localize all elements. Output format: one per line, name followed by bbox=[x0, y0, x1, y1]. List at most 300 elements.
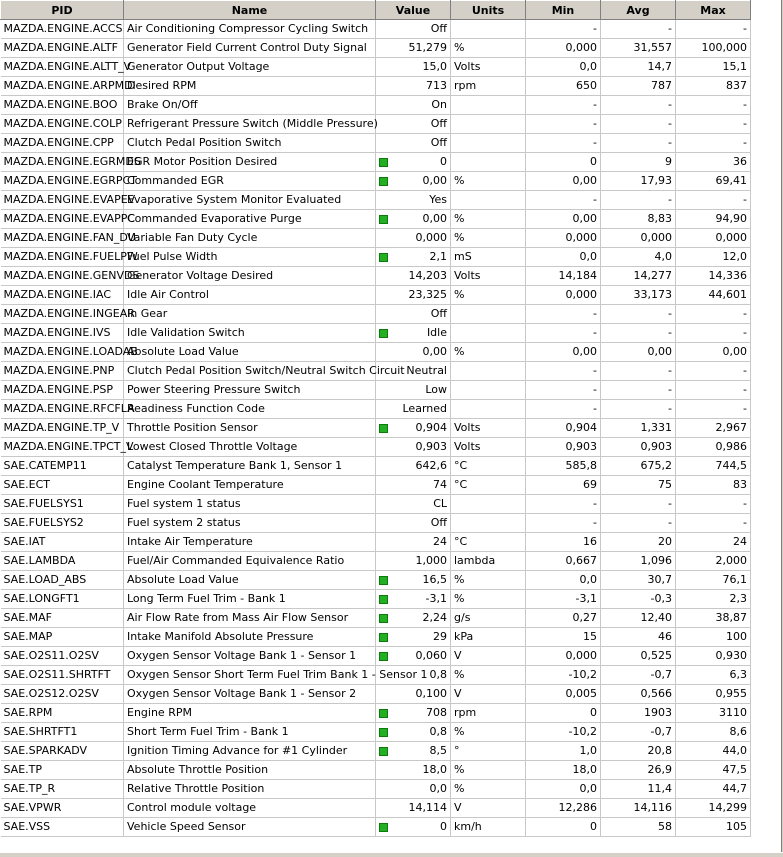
table-row[interactable] bbox=[1, 77, 751, 96]
min-cell-text: - bbox=[593, 117, 597, 130]
min-cell-text: 0,000 bbox=[565, 649, 597, 662]
avg-cell-text: -0,3 bbox=[650, 592, 672, 605]
value-cell bbox=[376, 799, 451, 818]
min-cell bbox=[526, 77, 601, 96]
table-row[interactable] bbox=[1, 343, 751, 362]
pid-cell bbox=[1, 723, 124, 742]
units-cell bbox=[451, 533, 526, 552]
name-cell bbox=[124, 191, 376, 210]
units-cell bbox=[451, 77, 526, 96]
max-cell-text: 744,5 bbox=[715, 459, 747, 472]
graph-indicator-icon[interactable] bbox=[379, 728, 388, 737]
max-cell bbox=[676, 495, 751, 514]
pid-cell bbox=[1, 419, 124, 438]
graph-indicator-icon[interactable] bbox=[379, 823, 388, 832]
table-row[interactable] bbox=[1, 419, 751, 438]
table-row[interactable] bbox=[1, 381, 751, 400]
max-cell bbox=[676, 723, 751, 742]
max-cell bbox=[676, 343, 751, 362]
name-cell bbox=[124, 590, 376, 609]
avg-cell bbox=[601, 666, 676, 685]
max-cell bbox=[676, 514, 751, 533]
max-cell bbox=[676, 210, 751, 229]
name-cell-text: Generator Voltage Desired bbox=[127, 269, 274, 282]
avg-cell bbox=[601, 533, 676, 552]
min-cell-text: - bbox=[593, 516, 597, 529]
units-cell-text: % bbox=[454, 41, 465, 54]
value-cell bbox=[376, 172, 451, 191]
min-cell bbox=[526, 723, 601, 742]
graph-indicator-icon[interactable] bbox=[379, 652, 388, 661]
pid-cell bbox=[1, 742, 124, 761]
units-cell bbox=[451, 476, 526, 495]
units-cell bbox=[451, 419, 526, 438]
table-row[interactable] bbox=[1, 723, 751, 742]
units-cell bbox=[451, 571, 526, 590]
table-row[interactable] bbox=[1, 761, 751, 780]
pid-cell-text: MAZDA.ENGINE.EVAPPC bbox=[3, 212, 136, 225]
column-header-pid[interactable]: PID bbox=[1, 1, 124, 20]
table-row[interactable] bbox=[1, 533, 751, 552]
value-cell-text: Off bbox=[430, 136, 447, 149]
table-row[interactable] bbox=[1, 704, 751, 723]
max-cell-text: 44,601 bbox=[708, 288, 747, 301]
value-cell bbox=[376, 685, 451, 704]
name-cell bbox=[124, 647, 376, 666]
pid-cell-text: SAE.LOAD_ABS bbox=[3, 573, 87, 586]
max-cell-text: 94,90 bbox=[715, 212, 747, 225]
table-row[interactable] bbox=[1, 476, 751, 495]
name-cell bbox=[124, 58, 376, 77]
pid-cell bbox=[1, 381, 124, 400]
table-row[interactable] bbox=[1, 495, 751, 514]
pid-cell-text: MAZDA.ENGINE.PNP bbox=[3, 364, 115, 377]
min-cell bbox=[526, 685, 601, 704]
min-cell bbox=[526, 704, 601, 723]
avg-cell bbox=[601, 324, 676, 343]
max-cell bbox=[676, 58, 751, 77]
column-header-avg[interactable]: Avg bbox=[601, 1, 676, 20]
avg-cell bbox=[601, 685, 676, 704]
max-cell-text: 14,336 bbox=[708, 269, 747, 282]
max-cell bbox=[676, 533, 751, 552]
value-cell bbox=[376, 229, 451, 248]
avg-cell-text: 31,557 bbox=[633, 41, 672, 54]
pid-cell bbox=[1, 191, 136, 210]
pid-cell-text: SAE.RPM bbox=[3, 706, 53, 719]
value-cell bbox=[376, 476, 451, 495]
min-cell bbox=[526, 438, 601, 457]
table-row[interactable] bbox=[1, 153, 751, 172]
pid-cell bbox=[1, 286, 124, 305]
min-cell bbox=[526, 742, 601, 761]
units-cell-text: % bbox=[454, 288, 465, 301]
value-cell-text: 2,24 bbox=[422, 611, 447, 624]
value-cell bbox=[376, 191, 451, 210]
pid-cell bbox=[1, 267, 140, 286]
avg-cell bbox=[601, 609, 676, 628]
avg-cell bbox=[601, 628, 676, 647]
units-cell bbox=[451, 799, 526, 818]
min-cell bbox=[526, 552, 601, 571]
units-cell bbox=[451, 685, 526, 704]
pid-cell bbox=[1, 476, 124, 495]
min-cell bbox=[526, 210, 601, 229]
avg-cell-text: - bbox=[668, 497, 672, 510]
name-cell bbox=[124, 172, 376, 191]
value-cell bbox=[376, 381, 451, 400]
min-cell-text: 650 bbox=[576, 79, 597, 92]
avg-cell-text: - bbox=[668, 402, 672, 415]
max-cell bbox=[676, 799, 751, 818]
max-cell bbox=[676, 134, 751, 153]
value-cell bbox=[376, 761, 451, 780]
table-row[interactable] bbox=[1, 818, 751, 837]
name-cell-text: Power Steering Pressure Switch bbox=[127, 383, 301, 396]
table-row[interactable] bbox=[1, 39, 751, 58]
avg-cell-text: 0,525 bbox=[640, 649, 672, 662]
table-row[interactable] bbox=[1, 115, 751, 134]
table-row[interactable] bbox=[1, 286, 751, 305]
value-cell-text: On bbox=[431, 98, 447, 111]
value-cell bbox=[376, 153, 451, 172]
units-cell bbox=[451, 362, 526, 381]
max-cell-text: 105 bbox=[726, 820, 747, 833]
name-cell-text: Absolute Load Value bbox=[127, 573, 239, 586]
name-cell bbox=[124, 685, 376, 704]
graph-indicator-icon[interactable] bbox=[379, 709, 388, 718]
pid-cell bbox=[1, 666, 124, 685]
column-header-min[interactable]: Min bbox=[526, 1, 601, 20]
avg-cell-text: 20,8 bbox=[647, 744, 672, 757]
units-cell bbox=[451, 153, 526, 172]
max-cell-text: - bbox=[743, 307, 747, 320]
max-cell-text: 36 bbox=[733, 155, 747, 168]
name-cell-text: Catalyst Temperature Bank 1, Sensor 1 bbox=[127, 459, 343, 472]
value-cell bbox=[376, 134, 451, 153]
units-cell bbox=[451, 229, 526, 248]
table-row[interactable] bbox=[1, 58, 751, 77]
table-row[interactable] bbox=[1, 267, 751, 286]
min-cell-text: - bbox=[593, 193, 597, 206]
value-cell bbox=[376, 362, 451, 381]
table-row[interactable] bbox=[1, 590, 751, 609]
value-cell bbox=[376, 324, 451, 343]
avg-cell bbox=[601, 761, 676, 780]
min-cell-text: 15 bbox=[583, 630, 597, 643]
table-row[interactable] bbox=[1, 191, 751, 210]
graph-indicator-icon[interactable] bbox=[379, 633, 388, 642]
graph-indicator-icon[interactable] bbox=[379, 158, 388, 167]
avg-cell bbox=[601, 210, 676, 229]
table-row[interactable] bbox=[1, 172, 751, 191]
name-cell-text: Commanded EGR bbox=[127, 174, 224, 187]
min-cell bbox=[526, 476, 601, 495]
graph-indicator-icon[interactable] bbox=[379, 215, 388, 224]
avg-cell-text: 46 bbox=[658, 630, 672, 643]
value-cell bbox=[376, 780, 451, 799]
value-cell bbox=[376, 628, 451, 647]
avg-cell bbox=[601, 476, 676, 495]
avg-cell-text: - bbox=[668, 364, 672, 377]
name-cell-text: Intake Air Temperature bbox=[127, 535, 253, 548]
units-cell bbox=[451, 286, 526, 305]
table-row[interactable] bbox=[1, 96, 751, 115]
name-cell-text: Variable Fan Duty Cycle bbox=[127, 231, 258, 244]
table-row[interactable] bbox=[1, 362, 751, 381]
pid-cell bbox=[1, 514, 124, 533]
pid-cell bbox=[1, 818, 124, 837]
units-cell-text: V bbox=[454, 687, 462, 700]
max-cell-text: 69,41 bbox=[715, 174, 747, 187]
table-row[interactable] bbox=[1, 666, 751, 685]
table-row[interactable] bbox=[1, 514, 751, 533]
max-cell-text: 0,000 bbox=[715, 231, 747, 244]
pid-cell bbox=[1, 533, 124, 552]
graph-indicator-icon[interactable] bbox=[379, 424, 388, 433]
value-cell-text: Yes bbox=[429, 193, 447, 206]
min-cell bbox=[526, 134, 601, 153]
table-row[interactable] bbox=[1, 799, 751, 818]
min-cell-text: - bbox=[593, 364, 597, 377]
column-header-name[interactable]: Name bbox=[124, 1, 376, 20]
units-cell bbox=[451, 438, 526, 457]
min-cell bbox=[526, 381, 601, 400]
name-cell bbox=[124, 115, 376, 134]
min-cell-text: 18,0 bbox=[572, 763, 597, 776]
table-row[interactable] bbox=[1, 647, 751, 666]
max-cell-text: 0,955 bbox=[715, 687, 747, 700]
min-cell bbox=[526, 514, 601, 533]
table-row[interactable] bbox=[1, 20, 751, 39]
table-row[interactable] bbox=[1, 324, 751, 343]
pid-cell-text: SAE.O2S11.SHRTFT bbox=[3, 668, 111, 681]
name-cell bbox=[124, 400, 376, 419]
name-cell bbox=[124, 704, 376, 723]
min-cell bbox=[526, 324, 601, 343]
table-row[interactable] bbox=[1, 457, 751, 476]
table-row[interactable] bbox=[1, 571, 751, 590]
min-cell-text: - bbox=[593, 98, 597, 111]
avg-cell-text: 0,00 bbox=[647, 345, 672, 358]
avg-cell-text: 9 bbox=[665, 155, 672, 168]
pid-cell-text: SAE.SHRTFT1 bbox=[3, 725, 78, 738]
min-cell bbox=[526, 818, 601, 837]
min-cell bbox=[526, 305, 601, 324]
column-header-value[interactable]: Value bbox=[376, 1, 451, 20]
name-cell-text: Idle Air Control bbox=[127, 288, 209, 301]
units-cell-text: rpm bbox=[454, 79, 477, 92]
pid-cell bbox=[1, 571, 124, 590]
units-cell bbox=[451, 457, 526, 476]
units-cell bbox=[451, 39, 526, 58]
name-cell-text: Oxygen Sensor Short Term Fuel Trim Bank 1 - Sensor 1 bbox=[127, 668, 428, 681]
avg-cell bbox=[601, 115, 676, 134]
avg-cell bbox=[601, 58, 676, 77]
value-cell bbox=[376, 704, 451, 723]
graph-indicator-icon[interactable] bbox=[379, 747, 388, 756]
value-cell bbox=[376, 115, 451, 134]
name-cell-text: In Gear bbox=[127, 307, 168, 320]
avg-cell-text: 11,4 bbox=[647, 782, 672, 795]
avg-cell bbox=[601, 647, 676, 666]
table-row[interactable] bbox=[1, 742, 751, 761]
name-cell bbox=[124, 343, 376, 362]
graph-indicator-icon[interactable] bbox=[379, 177, 388, 186]
name-cell-text: Brake On/Off bbox=[127, 98, 198, 111]
avg-cell bbox=[601, 362, 676, 381]
value-cell bbox=[376, 343, 451, 362]
pid-cell bbox=[1, 609, 124, 628]
graph-indicator-icon[interactable] bbox=[379, 595, 388, 604]
units-cell bbox=[451, 628, 526, 647]
min-cell bbox=[526, 647, 601, 666]
pid-cell-text: SAE.IAT bbox=[3, 535, 46, 548]
name-cell-text: Fuel Pulse Width bbox=[127, 250, 218, 263]
max-cell bbox=[676, 609, 751, 628]
name-cell bbox=[124, 286, 376, 305]
max-cell-text: 12,0 bbox=[722, 250, 747, 263]
name-cell bbox=[124, 761, 376, 780]
table-row[interactable] bbox=[1, 685, 751, 704]
avg-cell-text: -0,7 bbox=[650, 725, 672, 738]
min-cell bbox=[526, 172, 601, 191]
avg-cell-text: 1903 bbox=[644, 706, 672, 719]
table-row[interactable] bbox=[1, 210, 751, 229]
value-cell-text: 74 bbox=[433, 478, 447, 491]
min-cell-text: 0,0 bbox=[579, 573, 597, 586]
max-cell bbox=[676, 704, 751, 723]
table-row[interactable] bbox=[1, 628, 751, 647]
value-cell bbox=[376, 495, 451, 514]
units-cell bbox=[451, 210, 526, 229]
name-cell bbox=[124, 267, 376, 286]
column-header-max[interactable]: Max bbox=[676, 1, 751, 20]
name-cell bbox=[124, 476, 376, 495]
min-cell-text: 0,904 bbox=[565, 421, 597, 434]
min-cell-text: 12,286 bbox=[558, 801, 597, 814]
pid-cell bbox=[1, 343, 138, 362]
avg-cell-text: - bbox=[668, 307, 672, 320]
name-cell bbox=[124, 571, 376, 590]
units-cell-text: % bbox=[454, 231, 465, 244]
table-row[interactable] bbox=[1, 134, 751, 153]
pid-cell-text: SAE.VSS bbox=[3, 820, 51, 833]
name-cell bbox=[124, 248, 376, 267]
min-cell bbox=[526, 799, 601, 818]
units-cell bbox=[451, 400, 526, 419]
avg-cell-text: 33,173 bbox=[633, 288, 672, 301]
min-cell-text: 0,00 bbox=[572, 345, 597, 358]
max-cell-text: - bbox=[743, 383, 747, 396]
graph-indicator-icon[interactable] bbox=[379, 329, 388, 338]
pid-cell bbox=[1, 590, 124, 609]
table-row[interactable] bbox=[1, 438, 751, 457]
max-cell bbox=[676, 286, 751, 305]
table-row[interactable] bbox=[1, 552, 751, 571]
pid-cell-text: MAZDA.ENGINE.EGRPCT bbox=[3, 174, 137, 187]
units-cell bbox=[451, 381, 526, 400]
units-cell-text: °C bbox=[454, 478, 468, 491]
avg-cell-text: 14,277 bbox=[633, 269, 672, 282]
graph-indicator-icon[interactable] bbox=[379, 253, 388, 262]
name-cell bbox=[124, 533, 376, 552]
units-cell bbox=[451, 324, 526, 343]
value-cell-text: 0,8 bbox=[429, 668, 447, 681]
name-cell-text: Desired RPM bbox=[127, 79, 197, 92]
max-cell bbox=[676, 685, 751, 704]
table-row[interactable] bbox=[1, 609, 751, 628]
pid-cell bbox=[1, 761, 124, 780]
avg-cell bbox=[601, 343, 676, 362]
min-cell-text: 0,000 bbox=[565, 231, 597, 244]
avg-cell-text: 787 bbox=[651, 79, 672, 92]
graph-indicator-icon[interactable] bbox=[379, 576, 388, 585]
name-cell bbox=[124, 495, 376, 514]
pid-cell bbox=[1, 96, 124, 115]
table-row[interactable] bbox=[1, 248, 751, 267]
min-cell bbox=[526, 780, 601, 799]
pid-cell bbox=[1, 457, 124, 476]
table-row[interactable] bbox=[1, 305, 751, 324]
table-row[interactable] bbox=[1, 780, 751, 799]
avg-cell bbox=[601, 267, 676, 286]
avg-cell bbox=[601, 39, 676, 58]
max-cell-text: 44,0 bbox=[722, 744, 747, 757]
pid-cell-text: MAZDA.ENGINE.EGRMDS bbox=[3, 155, 141, 168]
units-cell bbox=[451, 343, 526, 362]
avg-cell bbox=[601, 723, 676, 742]
max-cell-text: 44,7 bbox=[722, 782, 747, 795]
units-cell bbox=[451, 666, 526, 685]
value-cell-text: 0,903 bbox=[415, 440, 447, 453]
units-cell bbox=[451, 514, 526, 533]
min-cell-text: 16 bbox=[583, 535, 597, 548]
min-cell-text: -10,2 bbox=[568, 668, 597, 681]
units-cell bbox=[451, 191, 526, 210]
name-cell-text: Clutch Pedal Position Switch bbox=[127, 136, 282, 149]
graph-indicator-icon[interactable] bbox=[379, 614, 388, 623]
avg-cell bbox=[601, 305, 676, 324]
table-row[interactable] bbox=[1, 400, 751, 419]
units-cell bbox=[451, 134, 526, 153]
value-cell-text: Learned bbox=[402, 402, 447, 415]
avg-cell bbox=[601, 799, 676, 818]
units-cell bbox=[451, 552, 526, 571]
column-header-units[interactable]: Units bbox=[451, 1, 526, 20]
table-row[interactable] bbox=[1, 229, 751, 248]
avg-cell bbox=[601, 134, 676, 153]
pid-cell-text: MAZDA.ENGINE.ALTT_V bbox=[3, 60, 132, 73]
avg-cell-text: 17,93 bbox=[640, 174, 672, 187]
pid-cell bbox=[1, 552, 124, 571]
value-cell-text: 23,325 bbox=[408, 288, 447, 301]
horizontal-scrollbar[interactable] bbox=[0, 852, 783, 857]
max-cell-text: 38,87 bbox=[715, 611, 747, 624]
max-cell-text: 14,299 bbox=[708, 801, 747, 814]
avg-cell-text: 14,7 bbox=[647, 60, 672, 73]
avg-cell-text: - bbox=[668, 383, 672, 396]
max-cell bbox=[676, 39, 751, 58]
units-cell-text: % bbox=[454, 573, 465, 586]
name-cell bbox=[124, 324, 376, 343]
min-cell-text: 0,00 bbox=[572, 174, 597, 187]
name-cell-text: Readiness Function Code bbox=[127, 402, 265, 415]
units-cell bbox=[451, 267, 526, 286]
pid-cell-text: SAE.CATEMP11 bbox=[3, 459, 87, 472]
name-cell-text: Relative Throttle Position bbox=[127, 782, 265, 795]
avg-cell bbox=[601, 172, 676, 191]
